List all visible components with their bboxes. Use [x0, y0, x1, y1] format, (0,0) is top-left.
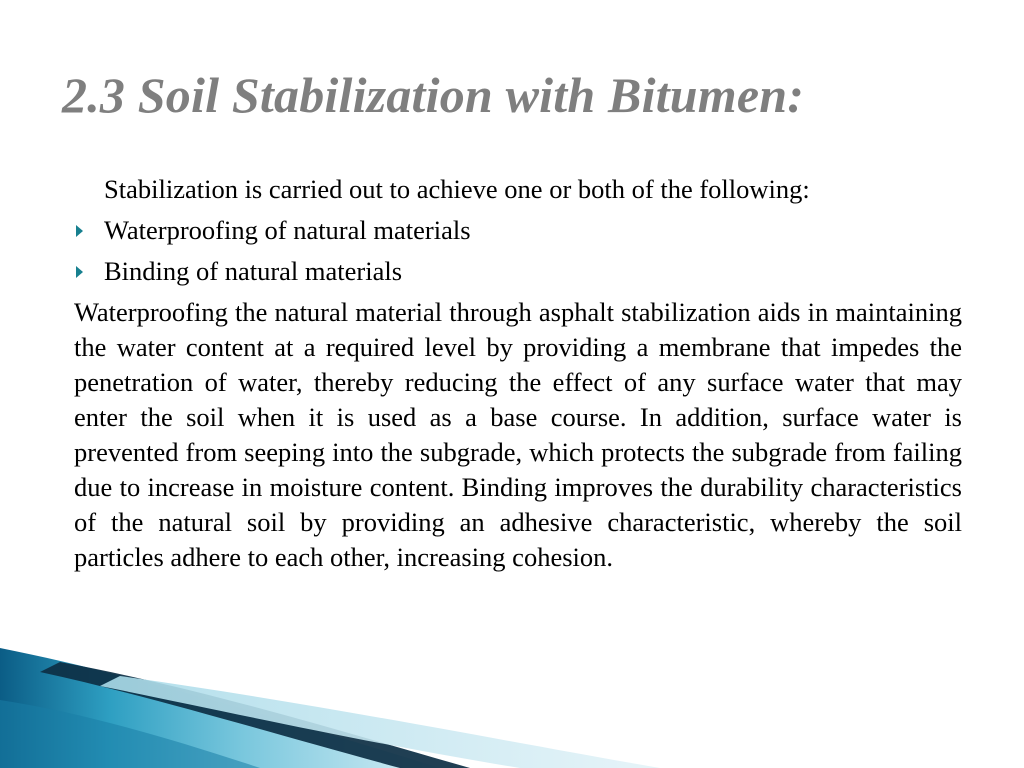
bullet-text: Waterproofing of natural materials — [104, 215, 471, 245]
intro-text: Stabilization is carried out to achieve one or both of the following: — [104, 174, 810, 204]
slide-title: 2.3 Soil Stabilization with Bitumen: — [62, 67, 805, 123]
bullet-text: Binding of natural materials — [104, 256, 403, 286]
body-paragraph: Waterproofing the natural material through asphalt stabilization aids in maintaining the water content at a required level by providing a membrane that impedes the penetration of water, thereby reducing the effect of any surface water that may enter the soil when it is used as a base course. In addition, surface water is prevented from seeping into the subgrade, which protects the subgrade from failing due to increase in moisture content. Binding improves the durability characteristics of the natural soil by providing an adhesive characteristic, whereby the soil particles adhere to each other, increasing cohesion. — [74, 297, 962, 572]
